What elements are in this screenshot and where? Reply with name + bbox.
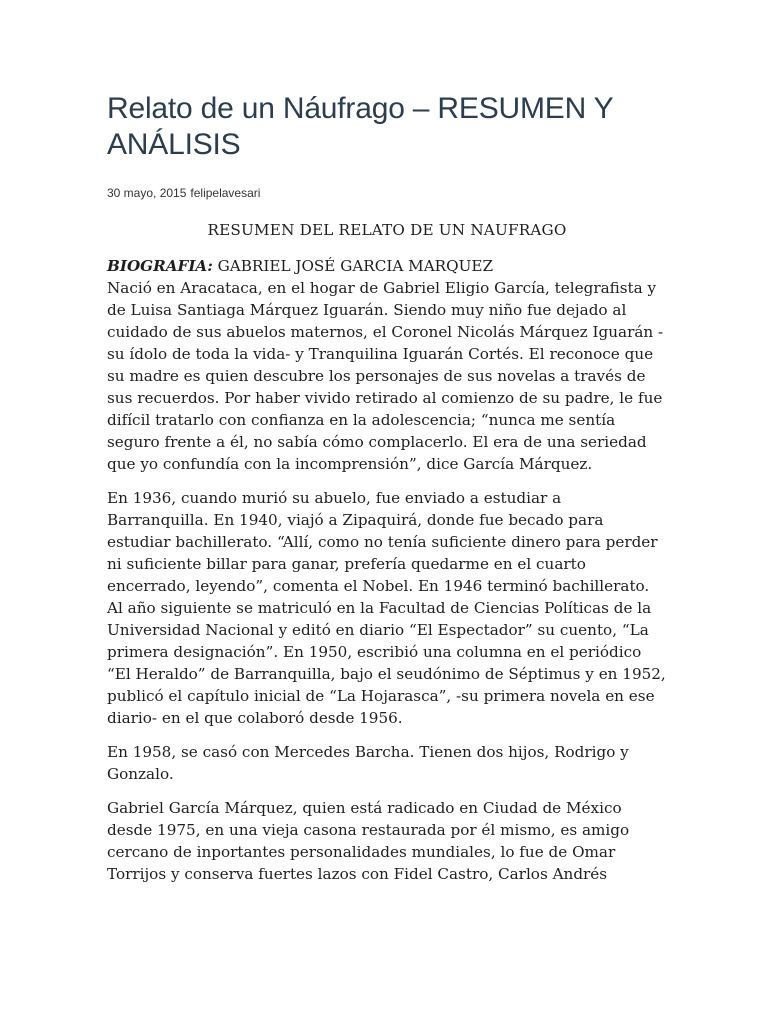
- post-date[interactable]: 30 mayo, 2015: [107, 186, 187, 200]
- article: [107, 91, 667, 885]
- biography-name: GABRIEL JOSÉ GARCIA MARQUEZ: [212, 257, 494, 275]
- biography-heading: [107, 255, 667, 277]
- paragraph-4: Gabriel García Márquez, quien está radicado en Ciudad de México desde 1975, en una vieja casona restaurada por él mismo, es amigo cercano de inportantes personalidades mundiales, lo fue de Omar Torrijos y conserva fuertes lazos con Fidel Castro, Carlos Andrés: [107, 799, 630, 883]
- paragraph-3: En 1958, se casó con Mercedes Barcha. Tienen dos hijos, Rodrigo y Gonzalo.: [107, 743, 629, 783]
- biography-label: BIOGRAFIA:: [107, 257, 213, 275]
- post-meta: [107, 185, 667, 201]
- paragraph-1: Nació en Aracataca, en el hogar de Gabriel Eligio García, telegrafista y de Luisa Santiaga Márquez Iguarán. Siendo muy niño fue dejado al cuidado de sus abuelos maternos, el Coronel Nicolás Márquez Iguarán -su ídolo de toda la vida- y Tranquilina Iguarán Cortés. El reconoce que su madre es quien descubre los personajes de sus novelas a través de sus recuerdos. Por haber vivido retirado al comienzo de su padre, le fue difícil tratarlo con confianza en la adolescencia; “nunca me sentía seguro frente a él, no sabía cómo complacerlo. El era de una seriedad que yo confundía con la incomprensión”, dice García Márquez.: [107, 279, 664, 473]
- post-title: Relato de un Náufrago – RESUMEN Y ANÁLISIS: [107, 92, 613, 161]
- post-author[interactable]: felipelavesari: [190, 186, 261, 200]
- paragraph-2: En 1936, cuando murió su abuelo, fue enviado a estudiar a Barranquilla. En 1940, viajó a Zipaquirá, donde fue becado para estudiar bachillerato. “Allí, como no tenía suficiente dinero para perder ni suficiente billar para ganar, prefería quedarme en el cuarto encerrado, leyendo”, comenta el Nobel. En 1946 terminó bachillerato. Al año siguiente se matriculó en la Facultad de Ciencias Políticas de la Universidad Nacional y editó en diario “El Espectador” su cuento, “La primera designación”. En 1950, escribió una columna en el periódico “El Heraldo” de Barranquilla, bajo el seudónimo de Séptimus y en 1952, publicó el capítulo inicial de “La Hojarasca”, -su primera novela en ese diario- en el que colaboró desde 1956.: [107, 489, 666, 727]
- section-subtitle: RESUMEN DEL RELATO DE UN NAUFRAGO: [207, 221, 567, 239]
